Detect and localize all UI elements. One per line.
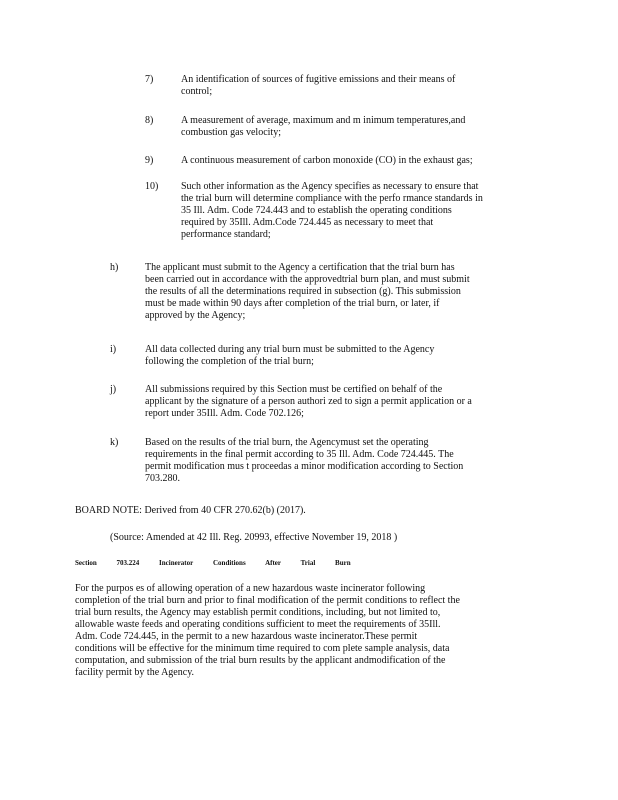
text-line: Such other information as the Agency specifies as necessary to ensure that	[181, 181, 479, 192]
text-line: control;	[181, 86, 213, 97]
text-line: A measurement of average, maximum and m inimum temperatures,and	[181, 115, 466, 126]
text-line: Adm. Code 724.445, in the permit to a new hazardous waste incinerator.These permit	[75, 631, 418, 642]
text-line: facility permit by the Agency.	[75, 667, 195, 678]
text-line: trial burn results, the Agency may establish permit conditions, including, but not limited to,	[75, 607, 441, 618]
source-note: (Source: Amended at 42 Ill. Reg. 20993, effective November 19, 2018 )	[110, 532, 398, 543]
item-text	[181, 181, 541, 241]
item-text	[145, 384, 540, 420]
text-line: A continuous measurement of carbon monoxide (CO) in the exhaust gas;	[181, 155, 473, 166]
item-letter: h)	[110, 262, 119, 273]
text-line: allowable waste feeds and operating conditions sufficient to meet the requirements of 35Ill.	[75, 619, 441, 630]
item-number: 7)	[145, 74, 154, 85]
text-line: required by 35Ill. Adm.Code 724.445 as necessary to meet that	[181, 217, 434, 228]
text-line: combustion gas velocity;	[181, 127, 281, 138]
text-line: the trial burn will determine compliance with the perfo rmance standards in	[181, 193, 483, 204]
item-text	[181, 74, 521, 98]
text-line: conditions will be effective for the minimum time required to com plete sample analysis, data	[75, 643, 450, 654]
text-line: applicant by the signature of a person authori zed to sign a permit application or a	[145, 396, 472, 407]
text-line: been carried out in accordance with the approvedtrial burn plan, and must submit	[145, 274, 470, 285]
text-line: For the purpos es of allowing operation of a new hazardous waste incinerator following	[75, 583, 426, 594]
text-line: 35 Ill. Adm. Code 724.443 and to establish the operating conditions	[181, 205, 452, 216]
text-line: requirements in the final permit according to 35 Ill. Adm. Code 724.445. The	[145, 449, 454, 460]
section-heading	[75, 559, 369, 567]
heading-word: Conditions	[213, 559, 246, 567]
heading-word: 703.224	[116, 559, 140, 567]
heading-word: Trial	[300, 559, 316, 567]
text-line: completion of the trial burn and prior to final modification of the permit conditions to reflect the	[75, 595, 460, 606]
item-number: 9)	[145, 155, 154, 166]
text-line: All data collected during any trial burn must be submitted to the Agency	[145, 344, 435, 355]
text-line: report under 35Ill. Adm. Code 702.126;	[145, 408, 304, 419]
item-text	[145, 437, 540, 485]
text-line: following the completion of the trial burn;	[145, 356, 314, 367]
text-line: Based on the results of the trial burn, the Agencymust set the operating	[145, 437, 429, 448]
text-line: permit modification mus t proceedas a minor modification according to Section	[145, 461, 464, 472]
text-line: performance standard;	[181, 229, 271, 240]
board-note: BOARD NOTE: Derived from 40 CFR 270.62(b) (2017).	[75, 505, 306, 516]
heading-word: Section	[75, 559, 97, 567]
item-letter: j)	[110, 384, 117, 395]
text-line: approved by the Agency;	[145, 310, 246, 321]
text-line: computation, and submission of the trial burn results by the applicant andmodification of the	[75, 655, 446, 666]
heading-word: Incinerator	[159, 559, 194, 567]
text-line: must be made within 90 days after completion of the trial burn, or later, if	[145, 298, 440, 309]
item-text	[145, 262, 540, 322]
text-line: the results of all the determinations required in subsection (g). This submission	[145, 286, 461, 297]
text-line: An identification of sources of fugitive emissions and their means of	[181, 74, 456, 85]
text-line: 703.280.	[145, 473, 180, 484]
item-number: 8)	[145, 115, 154, 126]
text-line: The applicant must submit to the Agency a certification that the trial burn has	[145, 262, 455, 273]
item-letter: k)	[110, 437, 119, 448]
heading-word: Burn	[335, 559, 351, 567]
item-letter: i)	[110, 344, 117, 355]
item-text	[145, 344, 540, 368]
item-number: 10)	[145, 181, 159, 192]
item-text	[181, 115, 521, 139]
heading-word: After	[265, 559, 281, 567]
item-text	[181, 155, 541, 167]
text-line: All submissions required by this Section must be certified on behalf of the	[145, 384, 443, 395]
section-paragraph	[75, 583, 545, 679]
